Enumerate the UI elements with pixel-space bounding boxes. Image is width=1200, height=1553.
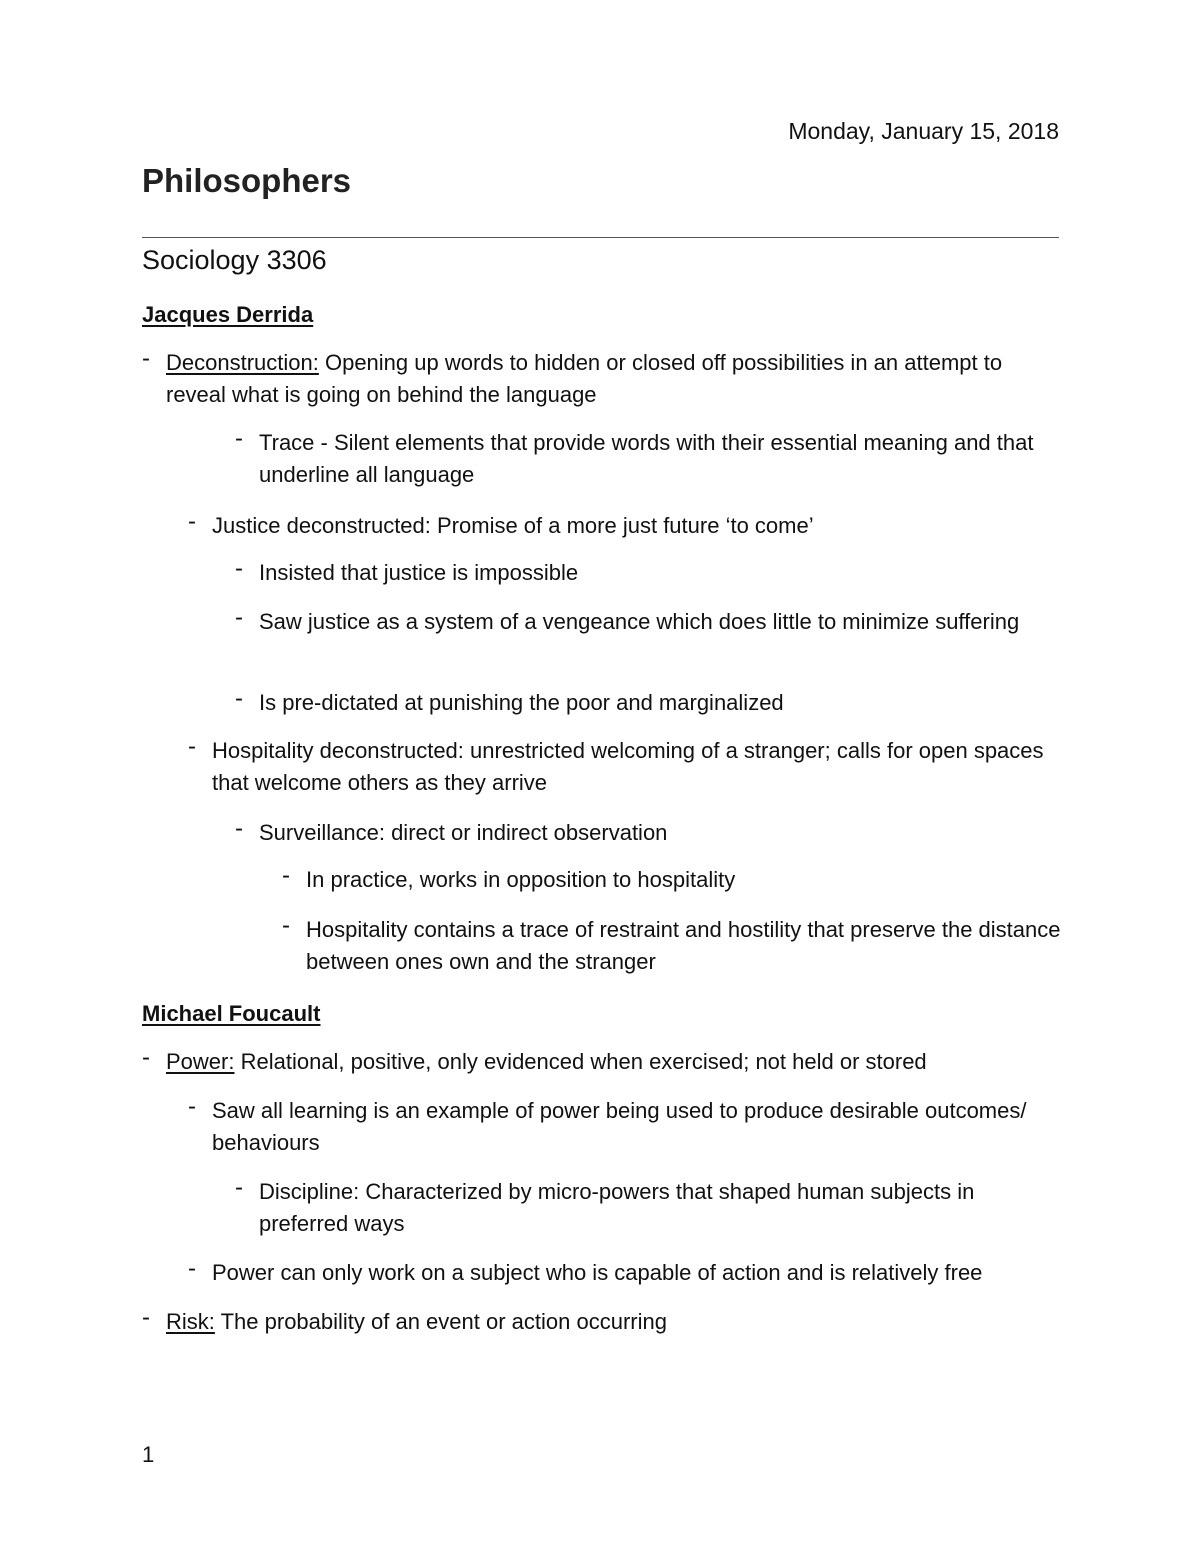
- bullet-dash: -: [188, 1255, 196, 1282]
- text-justice-predictated: Is pre-dictated at punishing the poor and marginalized: [259, 690, 784, 715]
- bullet-dash: -: [235, 555, 243, 582]
- text-discipline: Discipline: Characterized by micro-powers that shaped human subjects in preferred ways: [259, 1179, 975, 1236]
- title-divider: [142, 237, 1059, 238]
- text-justice: Justice deconstructed: Promise of a more just future ‘to come’: [212, 513, 814, 538]
- bullet-dash: -: [142, 1044, 150, 1071]
- definition-deconstruction: Opening up words to hidden or closed off possibilities in an attempt to reveal what is going on behind the language: [166, 350, 1003, 407]
- bullet-dash: -: [235, 425, 243, 452]
- list-item-deconstruction: [142, 345, 1061, 411]
- list-item-trace: [235, 425, 1061, 491]
- text-power-free: Power can only work on a subject who is capable of action and is relatively free: [212, 1260, 983, 1285]
- term-deconstruction: Deconstruction:: [166, 350, 319, 375]
- text-surveillance-trace: Hospitality contains a trace of restraint and hostility that preserve the distance between ones own and the stranger: [306, 917, 1061, 974]
- bullet-dash: -: [282, 862, 290, 889]
- list-item-surveillance: [235, 815, 1061, 849]
- list-item-surveillance-trace: [282, 912, 1061, 978]
- text-learning: Saw all learning is an example of power being used to produce desirable outcomes/ behaviours: [212, 1098, 1027, 1155]
- text-surveillance: Surveillance: direct or indirect observation: [259, 820, 668, 845]
- text-hospitality: Hospitality deconstructed: unrestricted welcoming of a stranger; calls for open spaces that welcome others as they arrive: [212, 738, 1044, 795]
- list-item-surveillance-practice: [282, 862, 1061, 896]
- bullet-dash: -: [142, 1304, 150, 1331]
- list-item-justice-vengeance: [235, 604, 1061, 638]
- list-item-power: [142, 1044, 1061, 1078]
- bullet-dash: -: [188, 733, 196, 760]
- text-justice-vengeance: Saw justice as a system of a vengeance which does little to minimize suffering: [259, 609, 1020, 634]
- course-subtitle: Sociology 3306: [142, 245, 327, 275]
- bullet-dash: -: [235, 604, 243, 631]
- list-item-learning: [188, 1093, 1061, 1159]
- definition-risk: The probability of an event or action occurring: [214, 1309, 667, 1334]
- text-trace: Trace - Silent elements that provide words with their essential meaning and that underline all language: [259, 430, 1034, 487]
- bullet-dash: -: [235, 815, 243, 842]
- list-item-hospitality: [188, 733, 1061, 799]
- term-risk: Risk:: [166, 1309, 215, 1334]
- bullet-dash: -: [235, 1174, 243, 1201]
- section-heading-derrida: Jacques Derrida: [142, 302, 314, 327]
- section-heading-foucault: Michael Foucault: [142, 1001, 321, 1026]
- bullet-dash: -: [142, 345, 150, 372]
- bullet-dash: -: [188, 508, 196, 535]
- list-item-justice: [188, 508, 1061, 542]
- list-item-justice-impossible: [235, 555, 1061, 589]
- text-justice-impossible: Insisted that justice is impossible: [259, 560, 579, 585]
- list-item-justice-predictated: [235, 685, 1061, 719]
- bullet-dash: -: [235, 685, 243, 712]
- definition-power: Relational, positive, only evidenced when exercised; not held or stored: [234, 1049, 927, 1074]
- list-item-discipline: [235, 1174, 1061, 1240]
- page-title: Philosophers: [142, 162, 352, 199]
- term-power: Power:: [166, 1049, 235, 1074]
- document-date: Monday, January 15, 2018: [788, 118, 1059, 144]
- bullet-dash: -: [282, 912, 290, 939]
- bullet-dash: -: [188, 1093, 196, 1120]
- list-item-risk: [142, 1304, 1061, 1338]
- page-number: 1: [142, 1442, 155, 1467]
- list-item-power-free: [188, 1255, 1061, 1289]
- text-surveillance-practice: In practice, works in opposition to hospitality: [306, 867, 736, 892]
